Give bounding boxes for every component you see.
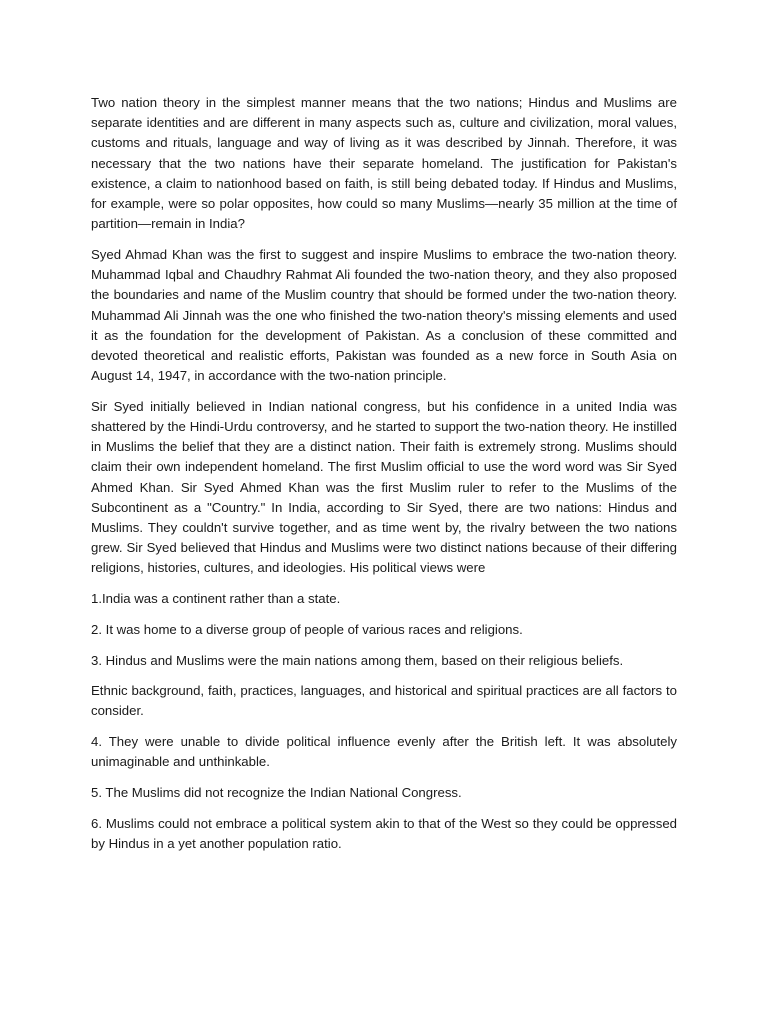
paragraph-factors: Ethnic background, faith, practices, languages, and historical and spiritual practices are all factors to consider. [91, 683, 677, 719]
paragraph-sir-syed: Sir Syed initially believed in Indian national congress, but his confidence in a united India was shattered by the Hindi-Urdu controversy, and he started to support the two-nation theory. He instilled in Muslims the belief that they are a distinct nation. Their faith is extremely strong. Muslims should claim their own independent homeland. The first Muslim official to use the word word was Sir Syed Ahmed Khan. Sir Syed Ahmed Khan was the first Muslim ruler to refer to the Muslims of the Subcontinent as a "Country." In India, according to Sir Syed, there are two nations: Hindus and Muslims. They couldn't survive together, and as time went by, the rivalry between the two nations grew. Sir Syed believed that Hindus and Muslims were two distinct nations because of their differing religions, histories, cultures, and ideologies. His political views were [91, 398, 677, 576]
list-item-4: 4. They were unable to divide political influence evenly after the British left. It was absolutely unimaginable and unthinkable. [91, 734, 677, 770]
document-page [91, 93, 677, 865]
paragraph-two-nation-definition: Two nation theory in the simplest manner means that the two nations; Hindus and Muslims are separate identities and are different in many aspects such as, culture and civilization, moral values, customs and rituals, language and way of living as it was described by Jinnah. Therefore, it was necessary that the two nations have their separate homeland. The justification for Pakistan's existence, a claim to nationhood based on faith, is still being debated today. If Hindus and Muslims, for example, were so polar opposites, how could so many Muslims—nearly 35 million at the time of partition—remain in India? [91, 95, 677, 232]
list-item-2: 2. It was home to a diverse group of people of various races and religions. [91, 621, 523, 637]
list-item-5: 5. The Muslims did not recognize the Indian National Congress. [91, 785, 462, 801]
list-item-6: 6. Muslims could not embrace a political system akin to that of the West so they could be oppressed by Hindus in a yet another population ratio. [91, 815, 677, 851]
list-item-3: 3. Hindus and Muslims were the main nations among them, based on their religious beliefs. [91, 652, 624, 668]
list-item-1: 1.India was a continent rather than a state. [91, 591, 341, 607]
paragraph-founders: Syed Ahmad Khan was the first to suggest and inspire Muslims to embrace the two-nation theory. Muhammad Iqbal and Chaudhry Rahmat Ali founded the two-nation theory, and they also proposed the boundaries and name of the Muslim country that should be formed under the two-nation theory. Muhammad Ali Jinnah was the one who finished the two-nation theory's missing elements and used it as the foundation for the development of Pakistan. As a conclusion of these committed and devoted theoretical and realistic efforts, Pakistan was founded as a new force in South Asia on August 14, 1947, in accordance with the two-nation principle. [91, 246, 677, 384]
